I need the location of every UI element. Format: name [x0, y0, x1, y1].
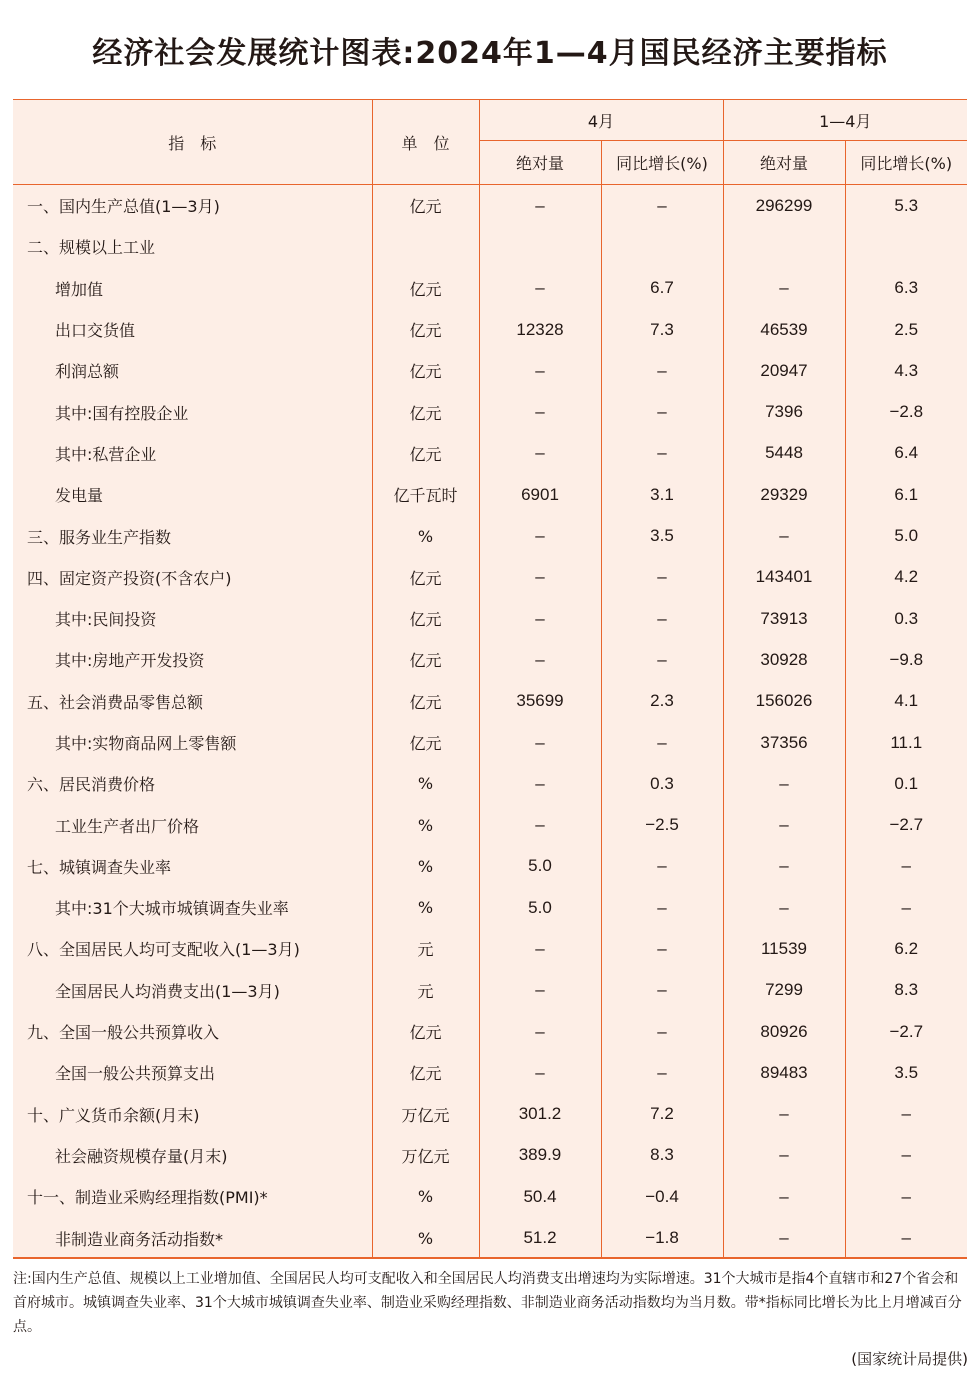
indicator-name: 发电量 — [13, 474, 372, 515]
april-yoy-cell: 6.7 — [601, 268, 723, 309]
indicator-name: 二、规模以上工业 — [13, 226, 372, 267]
unit-cell: 亿元 — [372, 1052, 479, 1093]
unit-cell: 亿元 — [372, 309, 479, 350]
jan-apr-yoy-cell: – — [901, 1104, 911, 1124]
jan-apr-yoy-cell: 6.3 — [894, 278, 919, 298]
april-absolute-cell: – — [479, 350, 601, 391]
jan-apr-absolute-cell: 89483 — [723, 1052, 845, 1093]
indicator-name: 十一、制造业采购经理指数(PMI)* — [13, 1176, 372, 1217]
indicator-name: 其中:私营企业 — [13, 433, 372, 474]
table-row — [13, 433, 967, 474]
indicator-name: 非制造业商务活动指数* — [13, 1217, 372, 1258]
jan-apr-yoy-cell: −2.8 — [889, 402, 924, 422]
unit-cell: 元 — [372, 928, 479, 969]
table-row — [13, 681, 967, 722]
table-row — [13, 557, 967, 598]
april-yoy-cell: – — [601, 350, 723, 391]
header-jan-apr-yoy: 同比增长(%) — [845, 141, 967, 185]
april-absolute-cell: – — [479, 763, 601, 804]
jan-apr-yoy-cell: 4.1 — [894, 691, 919, 711]
table-bottom-rule — [13, 1257, 967, 1259]
table-row — [13, 639, 967, 680]
header-indicator: 指 标 — [13, 100, 372, 185]
unit-cell: 亿元 — [372, 1011, 479, 1052]
jan-apr-yoy-cell: 6.2 — [894, 938, 919, 958]
jan-apr-absolute-cell: – — [723, 1094, 845, 1135]
unit-cell: 亿千瓦时 — [372, 474, 479, 515]
table-row — [13, 887, 967, 928]
table-row — [13, 515, 967, 556]
april-absolute-cell — [479, 226, 601, 267]
indicator-name: 全国一般公共预算支出 — [13, 1052, 372, 1093]
jan-apr-yoy-cell: −2.7 — [889, 1021, 924, 1041]
jan-apr-absolute-cell: 296299 — [723, 185, 845, 227]
unit-cell: % — [372, 515, 479, 556]
april-yoy-cell — [601, 226, 723, 267]
indicator-name: 八、全国居民人均可支配收入(1—3月) — [13, 928, 372, 969]
april-absolute-cell: 12328 — [479, 309, 601, 350]
indicator-name: 其中:国有控股企业 — [13, 391, 372, 432]
table-row — [13, 226, 967, 267]
unit-cell: 亿元 — [372, 681, 479, 722]
indicator-name: 十、广义货币余额(月末) — [13, 1094, 372, 1135]
table-row — [13, 598, 967, 639]
header-unit: 单 位 — [372, 100, 479, 185]
table-row — [13, 846, 967, 887]
april-yoy-cell: 7.2 — [601, 1094, 723, 1135]
jan-apr-absolute-cell: 5448 — [723, 433, 845, 474]
indicator-name: 其中:31个大城市城镇调查失业率 — [13, 887, 372, 928]
unit-cell: 亿元 — [372, 391, 479, 432]
table-row — [13, 722, 967, 763]
april-yoy-cell: 3.1 — [601, 474, 723, 515]
april-absolute-cell: – — [479, 268, 601, 309]
jan-apr-absolute-cell — [723, 226, 845, 267]
unit-cell: % — [372, 1176, 479, 1217]
april-yoy-cell: – — [601, 639, 723, 680]
source-credit: (国家统计局提供) — [851, 1350, 968, 1368]
jan-apr-yoy-cell: 4.3 — [894, 360, 919, 380]
april-absolute-cell: – — [479, 515, 601, 556]
indicator-name: 三、服务业生产指数 — [13, 515, 372, 556]
jan-apr-yoy-cell: – — [901, 856, 911, 876]
jan-apr-yoy-cell: 5.0 — [894, 526, 919, 546]
april-yoy-cell: – — [601, 928, 723, 969]
jan-apr-absolute-cell: 143401 — [723, 557, 845, 598]
table-row — [13, 309, 967, 350]
unit-cell: 亿元 — [372, 185, 479, 227]
april-absolute-cell: – — [479, 1052, 601, 1093]
table-header — [13, 100, 967, 185]
april-absolute-cell: – — [479, 598, 601, 639]
april-yoy-cell: 2.3 — [601, 681, 723, 722]
indicator-name: 四、固定资产投资(不含农户) — [13, 557, 372, 598]
table-row — [13, 1094, 967, 1135]
jan-apr-yoy-cell: 6.4 — [894, 443, 919, 463]
april-absolute-cell: – — [479, 970, 601, 1011]
indicator-name: 一、国内生产总值(1—3月) — [13, 185, 372, 227]
header-jan-apr: 1—4月 — [723, 100, 967, 141]
unit-cell: 亿元 — [372, 268, 479, 309]
header-april: 4月 — [479, 100, 723, 141]
jan-apr-absolute-cell: – — [723, 804, 845, 845]
unit-cell: 亿元 — [372, 433, 479, 474]
unit-cell: % — [372, 763, 479, 804]
table-body — [13, 185, 967, 1259]
jan-apr-absolute-cell: 7299 — [723, 970, 845, 1011]
table-row — [13, 970, 967, 1011]
table-row — [13, 804, 967, 845]
indicator-name: 工业生产者出厂价格 — [13, 804, 372, 845]
unit-cell: 万亿元 — [372, 1135, 479, 1176]
jan-apr-absolute-cell: 80926 — [723, 1011, 845, 1052]
jan-apr-absolute-cell: – — [723, 515, 845, 556]
header-april-absolute: 绝对量 — [479, 141, 601, 185]
table-row — [13, 268, 967, 309]
table-row — [13, 928, 967, 969]
table-row — [13, 1135, 967, 1176]
unit-cell: 亿元 — [372, 722, 479, 763]
april-absolute-cell: 301.2 — [479, 1094, 601, 1135]
table-row — [13, 1052, 967, 1093]
indicator-name: 利润总额 — [13, 350, 372, 391]
jan-apr-absolute-cell: 7396 — [723, 391, 845, 432]
april-yoy-cell: −2.5 — [601, 804, 723, 845]
indicator-table — [13, 100, 967, 1259]
jan-apr-yoy-cell: −9.8 — [889, 649, 924, 669]
indicator-name: 其中:房地产开发投资 — [13, 639, 372, 680]
jan-apr-absolute-cell: – — [723, 1176, 845, 1217]
april-absolute-cell: – — [479, 185, 601, 227]
table-row — [13, 763, 967, 804]
jan-apr-yoy-cell: 11.1 — [890, 732, 923, 752]
table-row — [13, 1011, 967, 1052]
april-yoy-cell: – — [601, 598, 723, 639]
jan-apr-yoy-cell: 8.3 — [894, 980, 919, 1000]
jan-apr-absolute-cell: 29329 — [723, 474, 845, 515]
jan-apr-absolute-cell: – — [723, 887, 845, 928]
indicator-name: 七、城镇调查失业率 — [13, 846, 372, 887]
april-absolute-cell: – — [479, 557, 601, 598]
april-absolute-cell: 5.0 — [479, 846, 601, 887]
unit-cell: % — [372, 804, 479, 845]
unit-cell: 万亿元 — [372, 1094, 479, 1135]
jan-apr-absolute-cell: – — [723, 763, 845, 804]
jan-apr-yoy-cell: 2.5 — [894, 319, 919, 339]
jan-apr-absolute-cell: – — [723, 1135, 845, 1176]
unit-cell: 亿元 — [372, 598, 479, 639]
indicator-name: 全国居民人均消费支出(1—3月) — [13, 970, 372, 1011]
unit-cell: 亿元 — [372, 350, 479, 391]
jan-apr-yoy-cell: – — [901, 1145, 911, 1165]
april-yoy-cell: 7.3 — [601, 309, 723, 350]
unit-cell: % — [372, 887, 479, 928]
indicator-name: 社会融资规模存量(月末) — [13, 1135, 372, 1176]
header-april-yoy: 同比增长(%) — [601, 141, 723, 185]
page-title: 经济社会发展统计图表:2024年1—4月国民经济主要指标 — [92, 36, 888, 71]
april-yoy-cell: – — [601, 185, 723, 227]
jan-apr-yoy-cell: 0.3 — [894, 608, 919, 628]
table-row — [13, 1217, 967, 1258]
april-absolute-cell: 6901 — [479, 474, 601, 515]
indicator-name: 六、居民消费价格 — [13, 763, 372, 804]
unit-cell: 元 — [372, 970, 479, 1011]
april-absolute-cell: 389.9 — [479, 1135, 601, 1176]
april-yoy-cell: – — [601, 433, 723, 474]
jan-apr-yoy-cell: – — [901, 897, 911, 917]
jan-apr-yoy-cell: – — [901, 1228, 911, 1248]
april-yoy-cell: 3.5 — [601, 515, 723, 556]
jan-apr-absolute-cell: 73913 — [723, 598, 845, 639]
april-absolute-cell: – — [479, 1011, 601, 1052]
jan-apr-yoy-cell: 6.1 — [894, 484, 919, 504]
table-row — [13, 1176, 967, 1217]
april-absolute-cell: 5.0 — [479, 887, 601, 928]
april-absolute-cell: 35699 — [479, 681, 601, 722]
april-yoy-cell: – — [601, 846, 723, 887]
jan-apr-absolute-cell: 20947 — [723, 350, 845, 391]
april-yoy-cell: – — [601, 722, 723, 763]
april-absolute-cell: – — [479, 804, 601, 845]
indicator-name: 五、社会消费品零售总额 — [13, 681, 372, 722]
jan-apr-yoy-cell: 0.1 — [894, 773, 919, 793]
unit-cell: 亿元 — [372, 639, 479, 680]
indicator-name: 九、全国一般公共预算收入 — [13, 1011, 372, 1052]
april-yoy-cell: – — [601, 557, 723, 598]
indicator-name: 增加值 — [13, 268, 372, 309]
april-yoy-cell: – — [601, 1011, 723, 1052]
april-absolute-cell: – — [479, 433, 601, 474]
april-yoy-cell: −1.8 — [601, 1217, 723, 1258]
april-yoy-cell: – — [601, 970, 723, 1011]
april-yoy-cell: – — [601, 1052, 723, 1093]
april-yoy-cell: – — [601, 391, 723, 432]
april-yoy-cell: – — [601, 887, 723, 928]
table-row — [13, 391, 967, 432]
jan-apr-absolute-cell: – — [723, 268, 845, 309]
jan-apr-absolute-cell: – — [723, 846, 845, 887]
indicator-name: 其中:民间投资 — [13, 598, 372, 639]
april-yoy-cell: 8.3 — [601, 1135, 723, 1176]
jan-apr-absolute-cell: 37356 — [723, 722, 845, 763]
unit-cell: % — [372, 846, 479, 887]
header-jan-apr-absolute: 绝对量 — [723, 141, 845, 185]
jan-apr-yoy-cell: – — [901, 1186, 911, 1206]
table-row — [13, 350, 967, 391]
april-yoy-cell: 0.3 — [601, 763, 723, 804]
jan-apr-absolute-cell: 30928 — [723, 639, 845, 680]
jan-apr-yoy-cell — [845, 226, 967, 267]
indicator-name: 其中:实物商品网上零售额 — [13, 722, 372, 763]
jan-apr-yoy-cell: −2.7 — [889, 815, 924, 835]
april-absolute-cell: – — [479, 391, 601, 432]
jan-apr-yoy-cell: 3.5 — [894, 1062, 919, 1082]
jan-apr-absolute-cell: 11539 — [723, 928, 845, 969]
april-absolute-cell: – — [479, 928, 601, 969]
jan-apr-absolute-cell: 156026 — [723, 681, 845, 722]
april-absolute-cell: 50.4 — [479, 1176, 601, 1217]
april-absolute-cell: – — [479, 722, 601, 763]
unit-cell — [372, 226, 479, 267]
unit-cell: 亿元 — [372, 557, 479, 598]
jan-apr-absolute-cell: 46539 — [723, 309, 845, 350]
footnote: 注:国内生产总值、规模以上工业增加值、全国居民人均可支配收入和全国居民人均消费支出增速均为实际增速。31个大城市是指4个直辖市和27个省会和首府城市。城镇调查失业率、31个大城市城镇调查失业率、制造业采购经理指数、非制造业商务活动指数均为当月数。带*指标同比增长为比上月增减百分点。 — [13, 1271, 962, 1335]
indicator-name: 出口交货值 — [13, 309, 372, 350]
jan-apr-yoy-cell: 4.2 — [894, 567, 919, 587]
april-absolute-cell: 51.2 — [479, 1217, 601, 1258]
unit-cell: % — [372, 1217, 479, 1258]
jan-apr-yoy-cell: 5.3 — [894, 195, 919, 215]
jan-apr-absolute-cell: – — [723, 1217, 845, 1258]
april-absolute-cell: – — [479, 639, 601, 680]
table-row — [13, 185, 967, 227]
april-yoy-cell: −0.4 — [601, 1176, 723, 1217]
table-row — [13, 474, 967, 515]
